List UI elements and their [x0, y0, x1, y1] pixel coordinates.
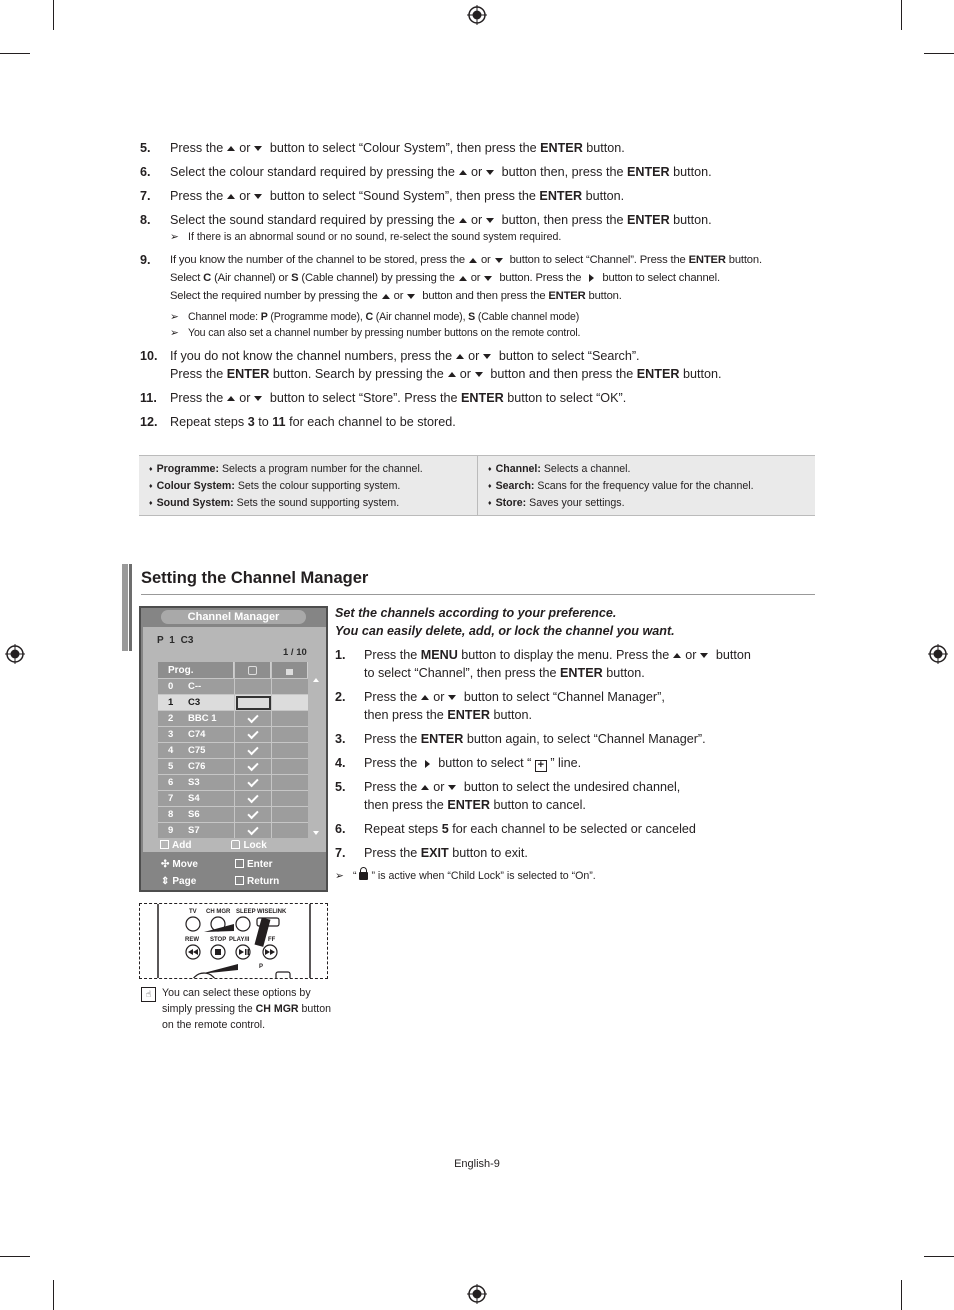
- registration-mark-icon: [928, 644, 948, 664]
- section-marker: [122, 564, 128, 651]
- check-icon: [247, 775, 258, 786]
- setup-steps: [140, 139, 840, 437]
- remote-hint: ☝ You can select these options by simply pressing the CH MGR button on the remote control.: [141, 985, 331, 1033]
- lead-text: Set the channels according to your preference.: [335, 606, 617, 620]
- channel-table-header: Prog.: [158, 662, 308, 678]
- check-icon: [247, 759, 258, 770]
- add-cell[interactable]: [234, 823, 271, 838]
- lock-cell[interactable]: [271, 791, 308, 806]
- page-icon: ⇕: [161, 876, 170, 887]
- check-icon: [247, 823, 258, 834]
- remote-label: CH MGR: [206, 909, 231, 915]
- note-arrow-icon: ➢: [170, 231, 179, 243]
- lock-cell[interactable]: [271, 695, 308, 710]
- channel-row[interactable]: 3 C74: [158, 726, 308, 742]
- crop-mark: [53, 0, 54, 30]
- add-cell[interactable]: [234, 775, 271, 790]
- add-icon: +: [535, 760, 547, 772]
- lock-cell[interactable]: [271, 711, 308, 726]
- channel-row[interactable]: 5 C76: [158, 758, 308, 774]
- down-arrow-icon: [448, 785, 456, 790]
- up-arrow-icon: [448, 372, 456, 377]
- note-arrow-icon: ➢: [335, 870, 344, 882]
- osd-program-info: P 1 C3: [157, 635, 194, 646]
- check-icon: [247, 807, 258, 818]
- channel-row[interactable]: 6 S3: [158, 774, 308, 790]
- enter-icon: [235, 859, 244, 868]
- down-arrow-icon: [254, 194, 262, 199]
- lock-cell[interactable]: [271, 727, 308, 742]
- cm-step-4: 4. Press the button to select “ + ” line.: [335, 756, 582, 771]
- cm-step-3: 3. Press the ENTER button again, to select “Channel Manager”.: [335, 732, 706, 746]
- channel-manager-osd: [139, 606, 328, 892]
- return-icon: [235, 876, 244, 885]
- cm-step-7: 7. Press the EXIT button to exit.: [335, 846, 528, 860]
- info-item: ♦ Channel: Selects a channel.: [488, 461, 805, 478]
- lock-icon: [231, 840, 240, 849]
- add-cell[interactable]: [234, 743, 271, 758]
- cm-step-1: 1. Press the MENU button to display the menu. Press the or button to select “Channel”, then press the ENTER button.: [335, 648, 751, 680]
- step-10: 10. If you do not know the channel numbers, press the or button to select “Search”. Press the ENTER button. Search by pressing the or button and then press the ENTER button.: [140, 349, 722, 381]
- cm-step-5: 5. Press the or button to select the undesired channel, then press the ENTER button to cancel.: [335, 780, 681, 812]
- check-icon: [247, 791, 258, 802]
- info-item: ♦ Colour System: Sets the colour supporting system.: [149, 478, 467, 495]
- right-arrow-icon: [589, 274, 594, 282]
- down-arrow-icon: [475, 372, 483, 377]
- lock-cell[interactable]: [271, 823, 308, 838]
- info-item: ♦ Store: Saves your settings.: [488, 495, 805, 512]
- up-arrow-icon: [673, 653, 681, 658]
- note: ➢ If there is an abnormal sound or no sound, re-select the sound system required.: [170, 231, 562, 243]
- scroll-up-icon[interactable]: [313, 678, 319, 682]
- registration-mark-icon: [467, 5, 487, 25]
- remote-label: SLEEP: [236, 909, 256, 915]
- remote-label: FF: [268, 937, 276, 943]
- add-cell[interactable]: [234, 679, 271, 694]
- scroll-down-icon[interactable]: [313, 831, 319, 835]
- down-arrow-icon: [254, 146, 262, 151]
- step-11: 11. Press the or button to select “Store”. Press the ENTER button to select “OK”.: [140, 391, 627, 405]
- channel-row[interactable]: 1 C3: [158, 694, 308, 710]
- child-lock-note: ➢ “ ” is active when “Child Lock” is selected to “On”.: [335, 870, 596, 882]
- check-icon: [247, 743, 258, 754]
- selection-cursor: [236, 696, 271, 710]
- lock-column-icon: [271, 662, 308, 678]
- check-icon: [247, 711, 258, 722]
- down-arrow-icon: [700, 653, 708, 658]
- crop-mark: [901, 0, 902, 30]
- osd-footer: ✣ Move Enter ⇕ Page Return: [161, 859, 280, 887]
- channel-row[interactable]: 0 C--: [158, 678, 308, 694]
- down-arrow-icon: [495, 258, 503, 263]
- osd-page-indicator: 1 / 10: [283, 647, 307, 658]
- remote-control-icon: [140, 904, 328, 979]
- channel-row[interactable]: 7 S4: [158, 790, 308, 806]
- lock-cell[interactable]: [271, 759, 308, 774]
- lock-cell[interactable]: [271, 807, 308, 822]
- step-9: 9. If you know the number of the channel to be stored, press the or button to select “Channel”. Press the ENTER button. Select C (Air channel) or S (Cable channel) by pressing the or button. Press the button to select channel. Select the required number by pressing the or button and then press the ENTER button. ➢ Channel mode: P (Programme mode), C (Air channel mode), S (Cable channel mode) ➢ You can also set a channel number by pressing number buttons on the remote control.: [140, 251, 840, 341]
- down-arrow-icon: [448, 695, 456, 700]
- up-arrow-icon: [421, 785, 429, 790]
- note: ➢ You can also set a channel number by pressing number buttons on the remote control.: [170, 327, 581, 339]
- up-arrow-icon: [469, 258, 477, 263]
- up-arrow-icon: [421, 695, 429, 700]
- cm-step-2: 2. Press the or button to select “Channel Manager”, then press the ENTER button.: [335, 690, 665, 722]
- crop-mark: [924, 1256, 954, 1257]
- osd-add-lock-legend: Add Lock: [160, 840, 267, 851]
- crop-mark: [924, 53, 954, 54]
- up-arrow-icon: [382, 294, 390, 299]
- up-arrow-icon: [459, 218, 467, 223]
- hand-pointer-icon: ☝: [141, 987, 156, 1002]
- remote-label: PLAY/II: [229, 937, 250, 943]
- channel-row[interactable]: 2 BBC 1: [158, 710, 308, 726]
- remote-label: WISELINK: [257, 909, 287, 915]
- step-12: 12. Repeat steps 3 to 11 for each channel to be stored.: [140, 415, 456, 429]
- up-arrow-icon: [459, 276, 467, 281]
- up-arrow-icon: [227, 396, 235, 401]
- add-cell[interactable]: [234, 727, 271, 742]
- channel-row[interactable]: 4 C75: [158, 742, 308, 758]
- lock-cell[interactable]: [271, 743, 308, 758]
- section-marker: [129, 564, 132, 651]
- infobox-right-column: [477, 456, 815, 515]
- move-icon: ✣: [161, 859, 170, 870]
- channel-rows: [158, 678, 308, 838]
- note: ➢ Channel mode: P (Programme mode), C (Air channel mode), S (Cable channel mode): [170, 311, 580, 323]
- channel-row[interactable]: 9 S7: [158, 822, 308, 838]
- lock-cell[interactable]: [271, 775, 308, 790]
- channel-table: [158, 662, 308, 838]
- section-title: Setting the Channel Manager: [141, 569, 369, 587]
- channel-row[interactable]: 8 S6: [158, 806, 308, 822]
- divider: [141, 594, 815, 595]
- osd-title: Channel Manager: [187, 611, 280, 623]
- step-7: 7. Press the or button to select “Sound System”, then press the ENTER button.: [140, 189, 625, 203]
- step-8: 8. Select the sound standard required by pressing the or button, then press the ENTER button. ➢ If there is an abnormal sound or no sound, re-select the sound system required.: [140, 211, 840, 245]
- cm-step-6: 6. Repeat steps 5 for each channel to be selected or canceled: [335, 822, 696, 836]
- down-arrow-icon: [486, 218, 494, 223]
- down-arrow-icon: [484, 276, 492, 281]
- check-icon: [247, 727, 258, 738]
- info-item: ♦ Search: Scans for the frequency value for the channel.: [488, 478, 805, 495]
- add-cell[interactable]: [234, 695, 271, 710]
- add-column-icon: [234, 662, 271, 678]
- crop-mark: [0, 53, 30, 54]
- add-cell[interactable]: [234, 759, 271, 774]
- lock-cell[interactable]: [271, 679, 308, 694]
- lead-text: You can easily delete, add, or lock the channel you want.: [335, 624, 675, 638]
- registration-mark-icon: [5, 644, 25, 664]
- info-item: ♦ Sound System: Sets the sound supporting system.: [149, 495, 467, 512]
- add-cell[interactable]: [234, 807, 271, 822]
- up-arrow-icon: [227, 146, 235, 151]
- remote-label: TV: [189, 909, 197, 915]
- step-6: 6. Select the colour standard required by pressing the or button then, press the ENTER button.: [140, 165, 712, 179]
- up-arrow-icon: [459, 170, 467, 175]
- down-arrow-icon: [483, 354, 491, 359]
- right-arrow-icon: [425, 760, 430, 768]
- remote-control-illustration: [139, 903, 328, 979]
- menu-options-infobox: [139, 455, 815, 516]
- add-cell[interactable]: [234, 711, 271, 726]
- down-arrow-icon: [407, 294, 415, 299]
- note-arrow-icon: ➢: [170, 311, 179, 323]
- up-arrow-icon: [227, 194, 235, 199]
- add-cell[interactable]: [234, 791, 271, 806]
- note-arrow-icon: ➢: [170, 327, 179, 339]
- page-number: English-9: [454, 1158, 500, 1170]
- crop-mark: [53, 1280, 54, 1310]
- down-arrow-icon: [254, 396, 262, 401]
- up-arrow-icon: [456, 354, 464, 359]
- infobox-left-column: [139, 456, 477, 515]
- remote-label: STOP: [210, 937, 227, 943]
- remote-label: REW: [185, 937, 199, 943]
- crop-mark: [901, 1280, 902, 1310]
- lock-icon: [359, 872, 368, 880]
- registration-mark-icon: [467, 1284, 487, 1304]
- remote-label: P: [259, 964, 264, 970]
- channel-manager-instructions: [335, 604, 815, 884]
- crop-mark: [0, 1256, 30, 1257]
- add-icon: [160, 840, 169, 849]
- down-arrow-icon: [486, 170, 494, 175]
- step-5: 5. Press the or button to select “Colour System”, then press the ENTER button.: [140, 141, 625, 155]
- info-item: ♦ Programme: Selects a program number for the channel.: [149, 461, 467, 478]
